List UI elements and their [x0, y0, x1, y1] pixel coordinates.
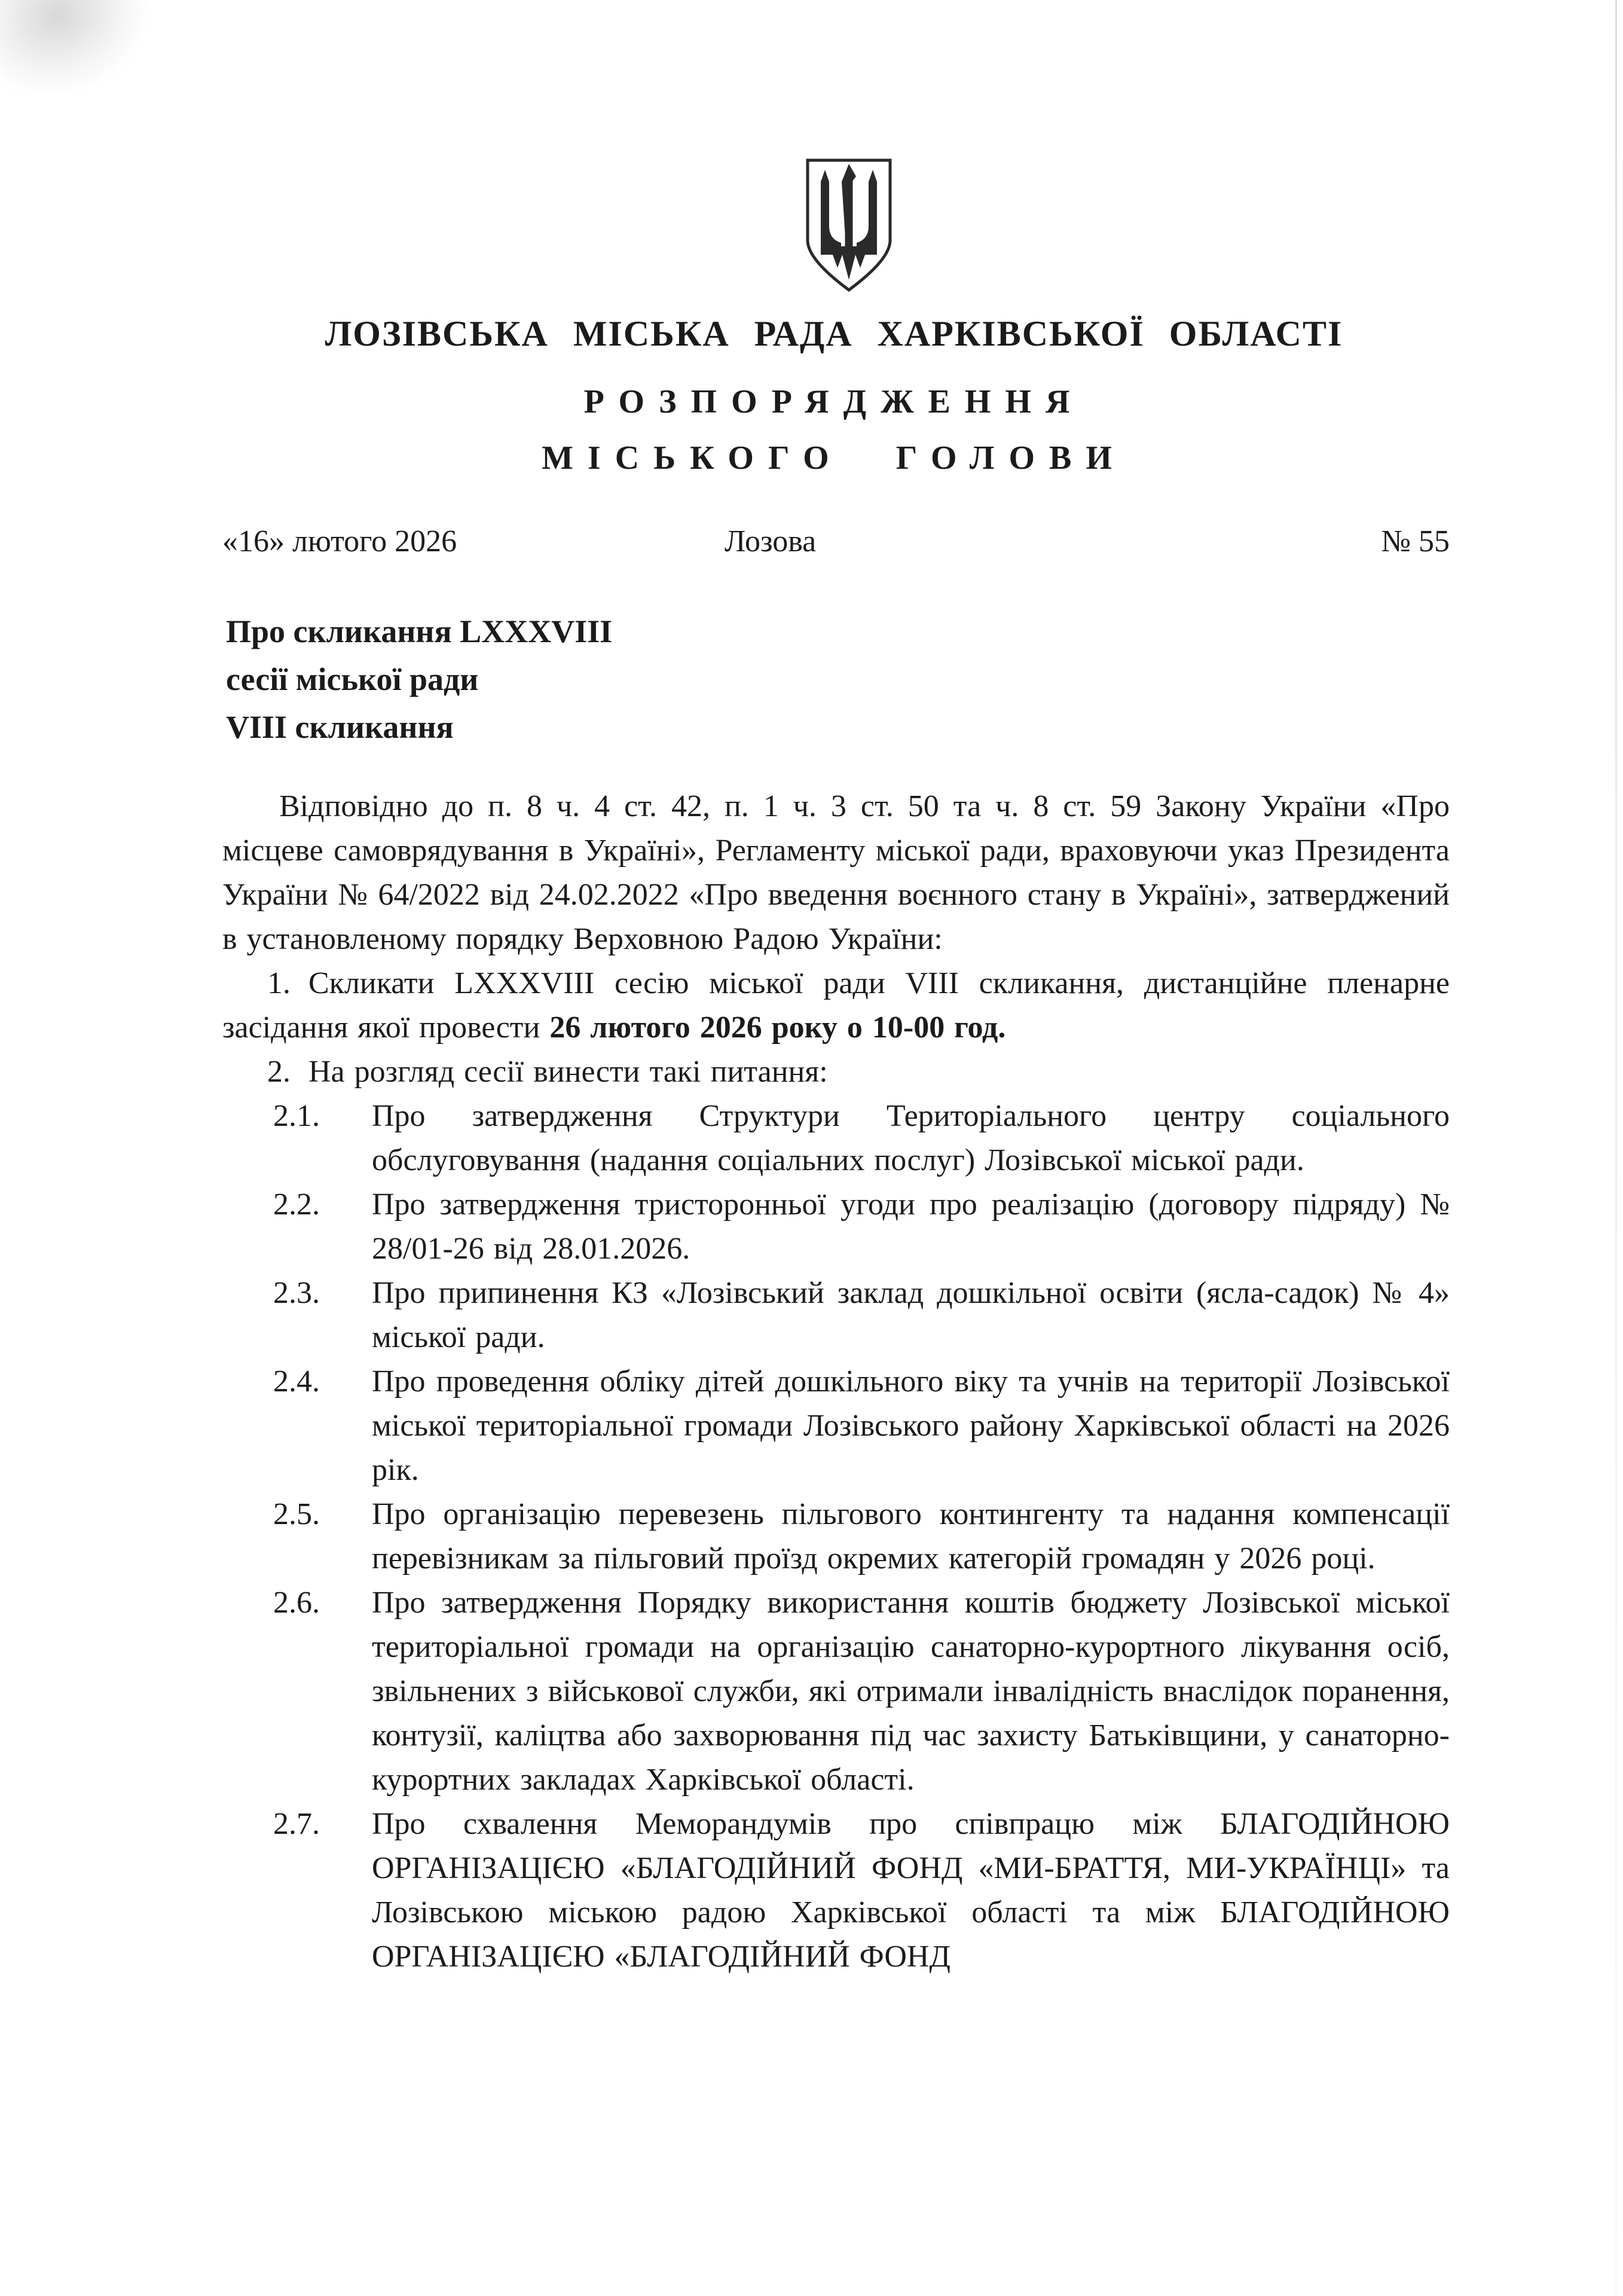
agenda-item-number: 2.4.	[273, 1364, 320, 1399]
doc-place: Лозова	[725, 524, 817, 558]
agenda-item-number: 2.5.	[273, 1497, 320, 1531]
document-body	[222, 784, 1450, 1979]
doc-date: «16» лютого 2026	[222, 524, 457, 558]
resolution-item-2	[222, 1050, 1450, 1094]
item-number: 2.	[267, 1055, 291, 1089]
agenda-item-text: Про затвердження Порядку використання коштів бюджету Лозівської міської територіальної громади на організацію санаторно-курортного лікування осіб, звільнених з військової служби, які отримали інвалідність внаслідок поранення, контузії, каліцтва або захворювання під час захисту Батьківщини, у санаторно-курортних закладах Харківської області.	[372, 1586, 1450, 1797]
item-text: На розгляд сесії винести такі питання:	[308, 1055, 828, 1089]
agenda-item-text: Про схвалення Меморандумів про співпрацю між БЛАГОДІЙНОЮ ОРГАНІЗАЦІЄЮ «БЛАГОДІЙНИЙ ФОНД «МИ-БРАТТЯ, МИ-УКРАЇНЦІ» та Лозівською міською радою Харківської області та між БЛАГОДІЙНОЮ ОРГАНІЗАЦІЄЮ «БЛАГОДІЙНИЙ ФОНД	[372, 1807, 1450, 1974]
scan-edge-artifact	[1615, 0, 1617, 2296]
agenda-item-number: 2.2.	[273, 1187, 320, 1222]
resolution-item-1	[222, 961, 1450, 1050]
doc-type-line2: МІСЬКОГО ГОЛОВИ	[542, 439, 1126, 477]
doc-number: № 55	[1381, 524, 1450, 558]
subject-block	[226, 607, 764, 751]
agenda-item	[222, 1183, 1450, 1271]
meta-row	[222, 524, 1450, 566]
agenda-item	[222, 1802, 1450, 1979]
subject-line2: сесії міської ради	[226, 661, 479, 697]
agenda-item-text: Про припинення КЗ «Лозівський заклад дошкільної освіти (ясла-садок) № 4» міської ради.	[372, 1276, 1450, 1354]
agenda-item	[222, 1360, 1450, 1492]
scan-smudge-artifact	[0, 0, 170, 112]
agenda-item-text: Про проведення обліку дітей дошкільного віку та учнів на території Лозівської міської територіальної громади Лозівського району Харківської області на 2026 рік.	[372, 1364, 1450, 1487]
subject-line1: Про скликання LXXXVIII	[226, 613, 613, 649]
item-text: Скликати LXXXVIII сесію міської ради VIII скликання, дистанційне пленарне засідання якої провести	[222, 966, 1450, 1045]
org-name: ЛОЗІВСЬКА МІСЬКА РАДА ХАРКІВСЬКОЇ ОБЛАСТІ	[325, 314, 1343, 353]
agenda-item-text: Про організацію перевезень пільгового контингенту та надання компенсації перевізникам за пільговий проїзд окремих категорій громадян у 2026 році.	[372, 1497, 1450, 1576]
agenda-item-text: Про затвердження Структури Територіального центру соціального обслуговування (надання соціальних послуг) Лозівської міської ради.	[372, 1099, 1450, 1177]
agenda-item	[222, 1271, 1450, 1360]
subject-line3: VIII скликання	[226, 709, 454, 745]
agenda-item	[222, 1581, 1450, 1802]
agenda-item-number: 2.7.	[273, 1807, 320, 1841]
agenda-item	[222, 1094, 1450, 1183]
preamble: Відповідно до п. 8 ч. 4 ст. 42, п. 1 ч. 3 ст. 50 та ч. 8 ст. 59 Закону України «Про місцеве самоврядування в Україні», Регламенту міської ради, враховуючи указ Президента України № 64/2022 від 24.02.2022 «Про введення воєнного стану в Україні», затверджений в установленому порядку Верховною Радою України:	[222, 789, 1450, 956]
agenda-item-number: 2.1.	[273, 1099, 320, 1133]
item-text-bold: 26 лютого 2026 року о 10-00 год.	[549, 1010, 1006, 1045]
doc-type-line1: РОЗПОРЯДЖЕННЯ	[583, 383, 1084, 420]
ukraine-trident-emblem	[803, 157, 895, 294]
agenda-item-number: 2.6.	[273, 1586, 320, 1620]
agenda-item-text: Про затвердження тристоронньої угоди про реалізацію (договору підряду) № 28/01-26 від 28.01.2026.	[372, 1187, 1450, 1266]
agenda-item-number: 2.3.	[273, 1276, 320, 1310]
agenda-item	[222, 1492, 1450, 1581]
item-number: 1.	[267, 966, 291, 1000]
